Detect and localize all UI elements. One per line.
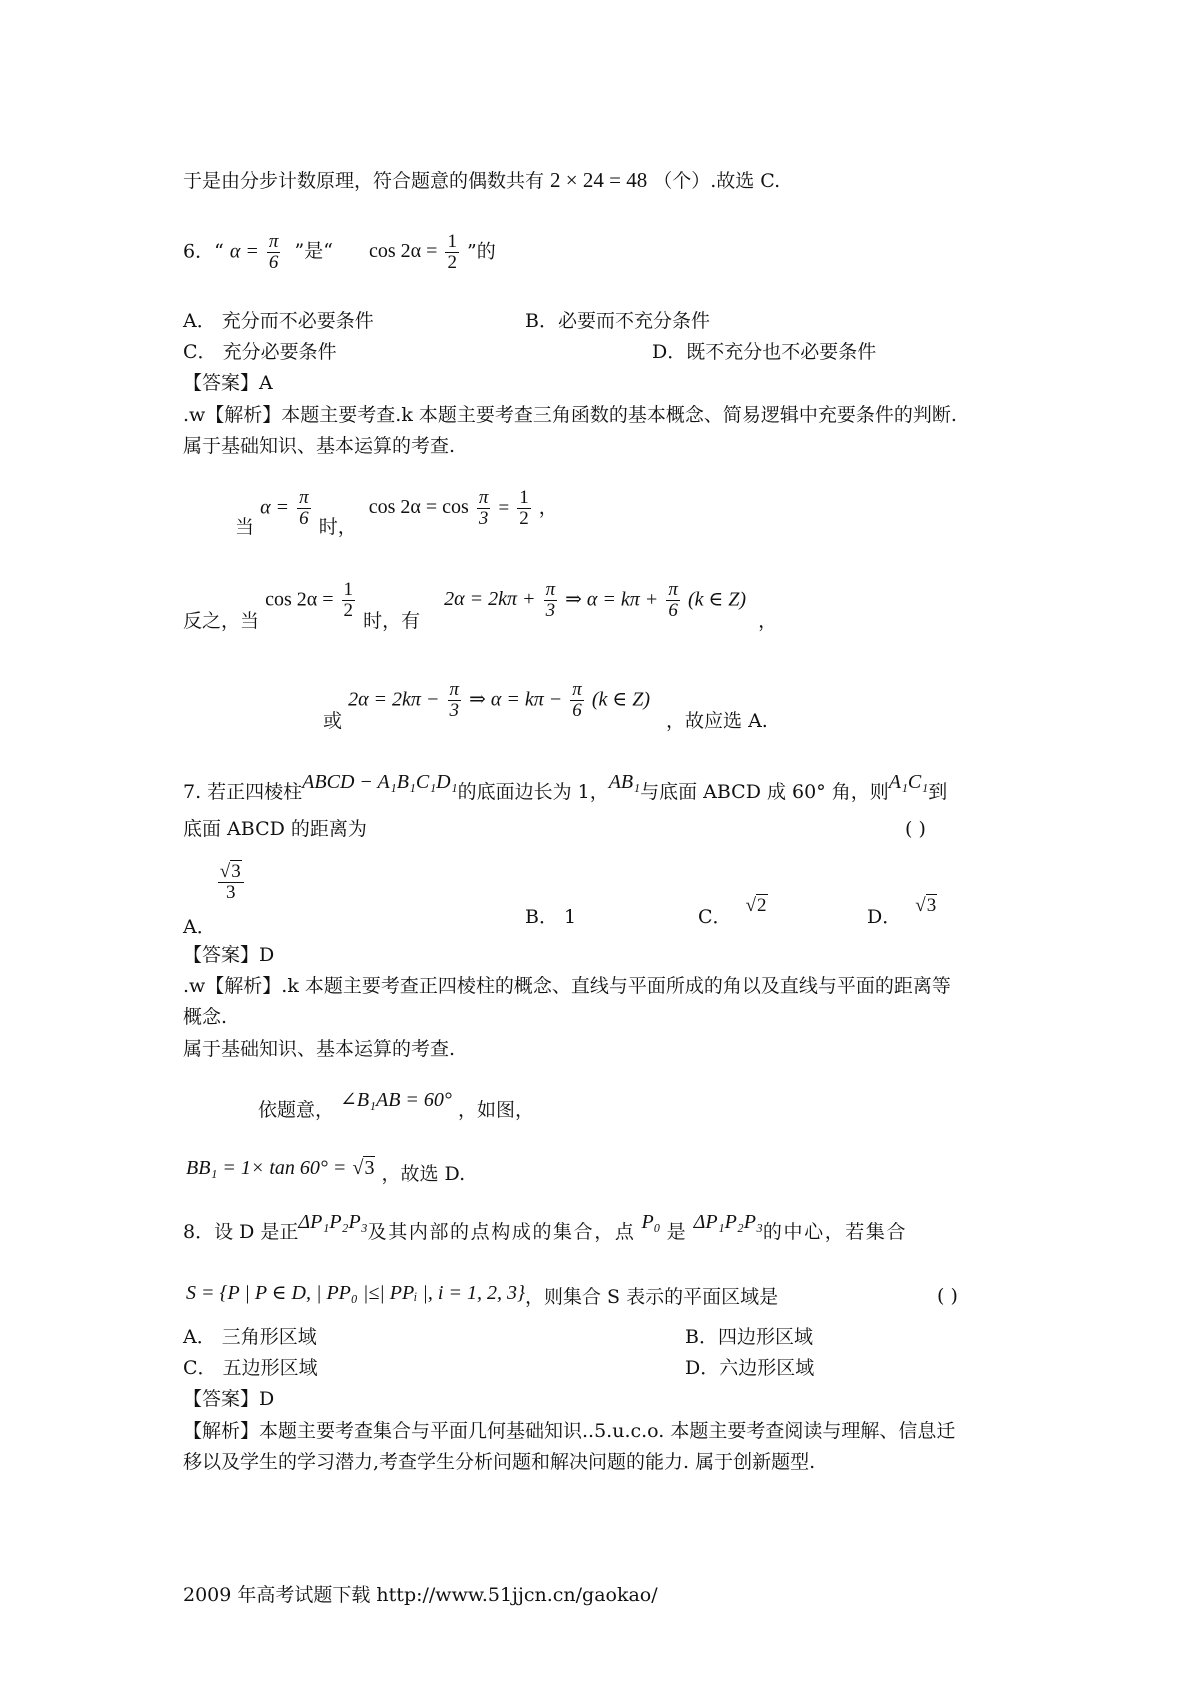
q6-or: 或 — [323, 710, 343, 733]
q8-set: S = {P | P ∈ D, | PP₀ |≤| PPᵢ |, i = 1, 2, 3} — [186, 1282, 525, 1304]
q6-step1-cos: cos 2α = cos — [368, 496, 469, 519]
q5-tail: （个）.故选 C. — [653, 170, 781, 192]
q8-analysis-line2: 移以及学生的学习潜力,考查学生分析问题和解决问题的能力. 属于创新题型. — [183, 1451, 816, 1473]
q7-bb1-value: √3 — [352, 1157, 375, 1179]
q6-option-d: D．既不充分也不必要条件 — [652, 341, 877, 363]
q6-option-c: C． 充分必要条件 — [183, 341, 337, 363]
q8-stem-d: 的中心，若集合 — [762, 1221, 908, 1243]
q6-suffix: ”的 — [466, 240, 496, 263]
q6-alpha-lhs: α = — [229, 240, 259, 263]
q7-stem-b: 的底面边长为 1， — [457, 781, 609, 803]
q7-stem-d: 到 — [928, 781, 948, 803]
q6-step3-frac-pi-6: $\frac{\pi}{6}$ — [572, 679, 582, 721]
q6-step2-b: ⇒ α = kπ + — [565, 588, 659, 611]
q8-stem-line1 — [183, 1211, 908, 1243]
q6-step3-frac-pi-3: $\frac{\pi}{3}$ — [449, 679, 460, 721]
q8-option-d: D．六边形区域 — [685, 1357, 815, 1379]
q6-step3-c: (k ∈ Z) — [591, 688, 650, 711]
q7-option-d — [867, 895, 937, 928]
q7-option-c-label: C． — [698, 906, 732, 928]
q8-answer: 【答案】D — [183, 1388, 275, 1410]
q7-answer-paren: ( ) — [905, 818, 926, 840]
q7-analysis-line2: 概念. — [183, 1006, 228, 1028]
q8-option-c: C． 五边形区域 — [183, 1357, 318, 1379]
q6-prefix: 6．“ — [183, 240, 224, 263]
q6-analysis-line1: .w【解析】本题主要考查.k 本题主要考查三角函数的基本概念、简易逻辑中充要条件的判断. — [183, 404, 957, 426]
q7-option-d-value: √3 — [915, 895, 937, 916]
q6-step1 — [235, 487, 558, 539]
q7-option-c-value: √2 — [745, 895, 767, 916]
q6-step3-a: 2α = 2kπ − — [348, 688, 440, 711]
q6-option-a: A． 充分而不必要条件 — [183, 310, 374, 332]
q7-ab1: AB₁ — [608, 771, 641, 793]
q6-mid: ”是“ — [294, 240, 333, 263]
q6-when: 当 — [235, 516, 255, 539]
q8-stem-line2 — [186, 1282, 779, 1308]
q6-step3-b: ⇒ α = kπ − — [469, 688, 563, 711]
q7-step1 — [258, 1089, 534, 1121]
q6-step2-frac-pi-3: $\frac{\pi}{3}$ — [545, 579, 556, 621]
q6-conclusion: ，故应选 A. — [666, 710, 768, 733]
q7-answer: 【答案】D — [183, 944, 275, 966]
q8-stem-a: 8．设 D 是正 — [183, 1221, 299, 1243]
q8-option-b: B．四边形区域 — [685, 1326, 813, 1348]
q7-stem-line2: 底面 ABCD 的距离为 — [183, 818, 367, 840]
q7-option-d-label: D． — [867, 906, 902, 928]
q7-analysis-line1: .w【解析】.k 本题主要考查正四棱柱的概念、直线与平面所成的角以及直线与平面的距离等 — [183, 975, 951, 997]
q6-step3 — [323, 679, 768, 733]
q7-bb1: BB₁ = 1× tan 60° = — [186, 1157, 347, 1179]
q6-step2-c: (k ∈ Z) — [687, 588, 747, 611]
q5-math: 2 × 24 = 48 — [550, 168, 648, 192]
q7-option-b: B． 1 — [525, 906, 577, 928]
q8-triangle-2: ΔP₁P₂P₃ — [693, 1211, 763, 1233]
q7-step2 — [186, 1157, 466, 1185]
q8-stem-b: 及其内部的点构成的集合，点 — [367, 1221, 636, 1243]
q6-step2-frac-1-2: $\frac{1}{2}$ — [343, 579, 354, 621]
q7-option-a — [183, 861, 246, 939]
q6-step2-cos: cos 2α = — [265, 588, 334, 611]
q8-analysis-line1: 【解析】本题主要考查集合与平面几何基础知识..5.u.c.o. 本题主要考查阅读与理解、信息迁 — [183, 1420, 956, 1442]
q6-step2-frac-pi-6: $\frac{\pi}{6}$ — [668, 579, 678, 621]
q8-p0: P₀ — [641, 1211, 661, 1233]
q7-rutu: ，如图， — [457, 1099, 534, 1121]
q6-step1-shi: 时， — [318, 516, 357, 539]
q6-option-b: B．必要而不充分条件 — [525, 310, 710, 332]
q7-option-a-value: $\frac{√3}{3}$ — [218, 862, 244, 903]
q6-step1-comma: ， — [538, 496, 558, 519]
q6-analysis-line2: 属于基础知识、基本运算的考查. — [183, 435, 456, 457]
q5-conclusion — [183, 170, 780, 191]
q8-stem-c: 是 — [666, 1221, 686, 1243]
q8-answer-paren: ( ) — [937, 1285, 958, 1307]
q7-prism: ABCD − A₁B₁C₁D₁ — [302, 771, 458, 793]
q6-step1-eq: = — [498, 497, 510, 519]
q7-yi: 依题意， — [258, 1099, 335, 1121]
q8-triangle: ΔP₁P₂P₃ — [298, 1211, 368, 1233]
q8-option-a: A． 三角形区域 — [183, 1326, 317, 1348]
q7-select: ，故选 D. — [381, 1163, 466, 1185]
q6-step1-frac-pi-3: $\frac{\pi}{3}$ — [478, 487, 489, 529]
q6-step1-frac-1-2: $\frac{1}{2}$ — [519, 487, 529, 529]
q8-stem-e: ，则集合 S 表示的平面区域是 — [524, 1286, 779, 1308]
q6-converse: 反之，当 — [183, 610, 260, 633]
page-footer: 2009 年高考试题下载 http://www.51jjcn.cn/gaokao/ — [183, 1584, 658, 1606]
q6-cos-lhs: cos 2α = — [368, 240, 438, 263]
q7-a1c1: A₁C₁ — [888, 771, 929, 793]
q7-stem-line1 — [183, 771, 948, 803]
q7-option-a-label: A． — [183, 916, 216, 939]
q7-angle: ∠B₁AB = 60° — [340, 1089, 452, 1111]
q6-step1-frac-pi-6: $\frac{\pi}{6}$ — [299, 487, 309, 529]
q6-step2 — [183, 579, 778, 633]
q6-step2-comma: ， — [758, 610, 778, 633]
q6-stem — [183, 232, 496, 273]
q6-answer: 【答案】A — [183, 372, 273, 394]
q6-step1-alpha: α = — [260, 496, 290, 519]
q7-stem-c: 与底面 ABCD 成 60° 角，则 — [640, 781, 889, 803]
q5-text: 于是由分步计数原理，符合题意的偶数共有 — [183, 170, 545, 192]
q6-frac-1-2: $\frac{1}{2}$ — [447, 231, 457, 273]
q6-frac-pi-6: $\frac{\pi}{6}$ — [268, 231, 279, 273]
q7-option-c — [698, 895, 768, 928]
q6-step2-you: 时，有 — [363, 610, 421, 633]
q6-step2-a: 2α = 2kπ + — [444, 588, 536, 611]
q7-analysis-line3: 属于基础知识、基本运算的考查. — [183, 1038, 456, 1060]
q7-stem-a: 7. 若正四棱柱 — [183, 781, 303, 803]
